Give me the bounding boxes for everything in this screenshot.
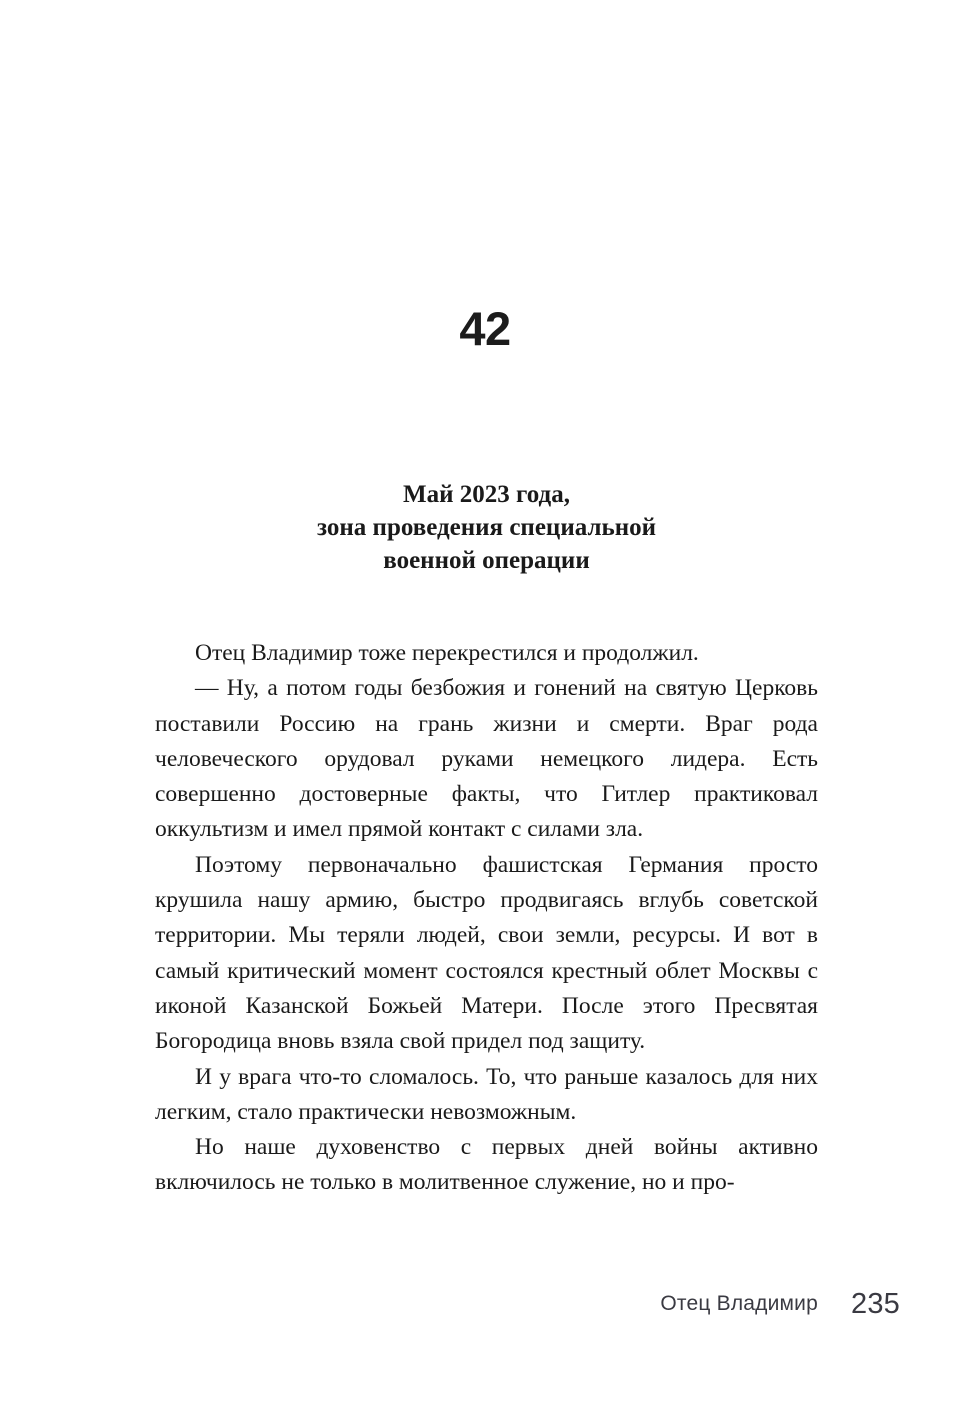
section-heading-line-3: военной операции [383, 547, 590, 574]
body-paragraph: И у врага что-то сломалось. То, что раньше казалось для них легким, стало практически невозможным. [155, 1063, 818, 1125]
section-heading-line-1: Май 2023 года, [403, 481, 570, 508]
body-paragraph: — Ну, а потом годы безбожия и гонений на святую Церковь поставили Россию на грань жизни и смерти. Враг рода человеческого орудовал руками немецкого лидера. Есть совершенно достоверные факты, что Гитлер практиковал оккультизм и имел прямой контакт с силами зла. [155, 675, 818, 843]
body-text-column [155, 636, 818, 1201]
body-paragraph: Поэтому первоначально фашистская Германия просто крушила нашу армию, быстро продвигаясь вглубь советской территории. Мы теряли людей, свои земли, ресурсы. И вот в самый критический момент состоялся крестный облет Москвы с иконой Казанской Божьей Матери. После этого Пресвятая Богородица вновь взяла свой придел под защиту. [155, 851, 818, 1055]
section-heading-line-2: зона проведения специальной [316, 514, 656, 541]
page-footer [155, 1288, 900, 1328]
running-title: Отец Владимир [660, 1292, 818, 1315]
page-number: 235 [851, 1288, 900, 1320]
section-heading [155, 478, 818, 577]
chapter-number: 42 [459, 302, 511, 355]
body-paragraph: Отец Владимир тоже перекрестился и продолжил. [195, 640, 699, 666]
body-paragraph: Но наше духовенство с первых дней войны активно включилось не только в молитвенное служение, но и про- [155, 1134, 818, 1196]
